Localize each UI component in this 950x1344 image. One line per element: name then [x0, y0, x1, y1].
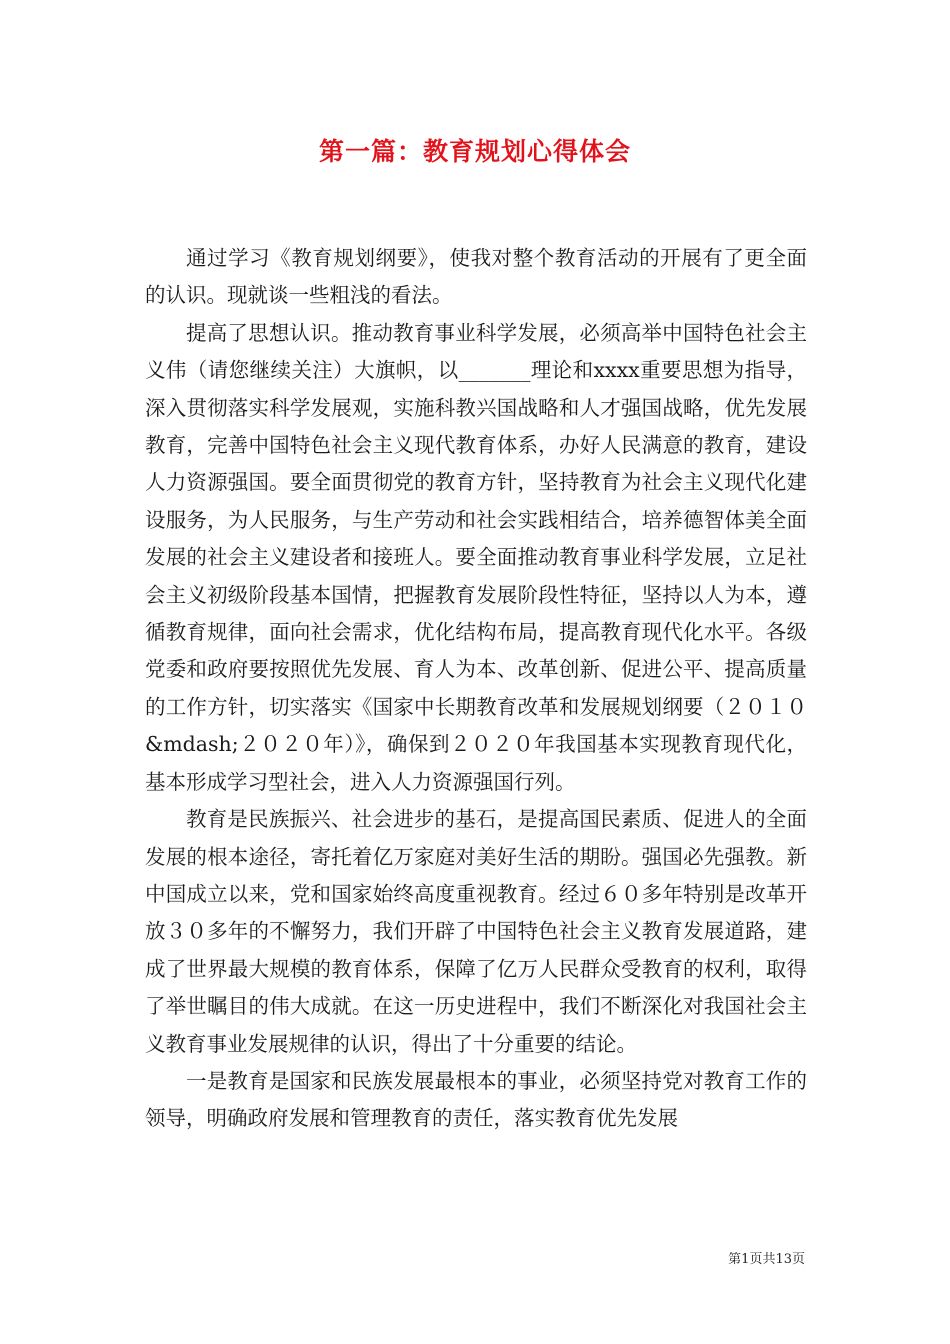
paragraph: 通过学习《教育规划纲要》，使我对整个教育活动的开展有了更全面的认识。现就谈一些粗浅的看法。: [145, 246, 807, 308]
document-title: 第一篇：教育规划心得体会: [318, 137, 631, 166]
document-body: [145, 240, 807, 1138]
paragraph: 一是教育是国家和民族发展最根本的事业，必须坚持党对教育工作的领导，明确政府发展和管理教育的责任，落实教育优先发展: [145, 1068, 807, 1131]
paragraph: 教育是民族振兴、社会进步的基石，是提高国民素质、促进人的全面发展的根本途径，寄托着亿万家庭对美好生活的期盼。强国必先强教。新中国成立以来，党和国家始终高度重视教育。经过６０多年特别是改革开放３０多年的不懈努力，我们开辟了中国特色社会主义教育发展道路，建成了世界最大规模的教育体系，保障了亿万人民群众受教育的权利，取得了举世瞩目的伟大成就。在这一历史进程中，我们不断深化对我国社会主义教育事业发展规律的认识，得出了十分重要的结论。: [145, 807, 807, 1056]
page-number: 第1页共13页: [728, 1252, 805, 1267]
paragraph: 提高了思想认识。推动教育事业科学发展，必须高举中国特色社会主义伟（请您继续关注）大旗帜，以_______理论和xxxx重要思想为指导，深入贯彻落实科学发展观，实施科教兴国战略和人才强国战略，优先发展教育，完善中国特色社会主义现代教育体系，办好人民满意的教育，建设人力资源强国。要全面贯彻党的教育方针，坚持教育为社会主义现代化建设服务，为人民服务，与生产劳动和社会实践相结合，培养德智体美全面发展的社会主义建设者和接班人。要全面推动教育事业科学发展，立足社会主义初级阶段基本国情，把握教育发展阶段性特征，坚持以人为本，遵循教育规律，面向社会需求，优化结构布局，提高教育现代化水平。各级党委和政府要按照优先发展、育人为本、改革创新、促进公平、提高质量的工作方针，切实落实《国家中长期教育改革和发展规划纲要（２０１０&mdash;２０２０年）》，确保到２０２０年我国基本实现教育现代化，基本形成学习型社会，进入人力资源强国行列。: [145, 320, 807, 794]
